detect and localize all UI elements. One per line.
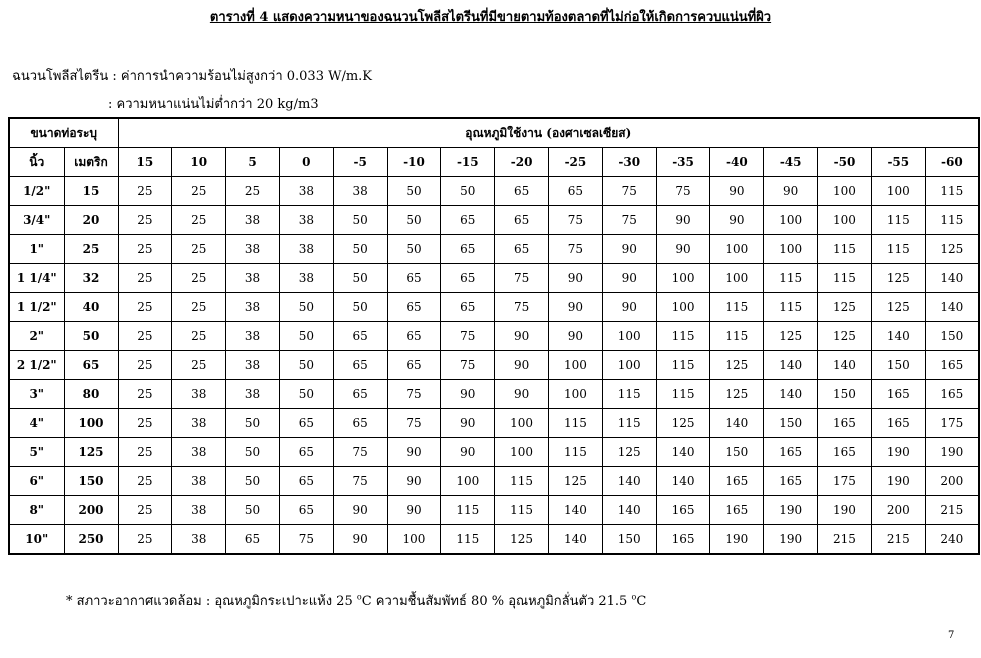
thickness-cell: 50: [441, 177, 495, 206]
thickness-cell: 90: [495, 322, 549, 351]
temperature-column-header: -35: [656, 148, 710, 177]
thickness-cell: 38: [172, 438, 226, 467]
metric-header: เมตริก: [64, 148, 118, 177]
thickness-cell: 65: [441, 206, 495, 235]
insulation-thickness-table: [8, 117, 980, 555]
thickness-cell: 90: [387, 496, 441, 525]
pipe-size-metric: 125: [64, 438, 118, 467]
pipe-size-inch: 5": [9, 438, 64, 467]
thickness-cell: 75: [656, 177, 710, 206]
thickness-cell: 50: [387, 235, 441, 264]
temperature-column-header: 5: [226, 148, 280, 177]
thickness-cell: 125: [871, 264, 925, 293]
thickness-cell: 125: [871, 293, 925, 322]
thickness-cell: 38: [226, 380, 280, 409]
thickness-cell: 115: [549, 438, 603, 467]
page-title: ตารางที่ 4 แสดงความหนาของฉนวนโพลีสไตรีนที่มีขายตามท้องตลาดที่ไม่ก่อให้เกิดการควบแน่นที่ผิว: [209, 10, 772, 25]
thickness-cell: 125: [764, 322, 818, 351]
thickness-cell: 165: [764, 467, 818, 496]
thickness-cell: 90: [441, 409, 495, 438]
note-middle: C ความชื้นสัมพัทธ์ 80 % อุณหภูมิกลั่นตัว 21.5: [361, 594, 628, 609]
thickness-cell: 75: [333, 467, 387, 496]
thickness-cell: 100: [710, 235, 764, 264]
thickness-cell: 165: [925, 380, 979, 409]
thickness-cell: 115: [818, 235, 872, 264]
pipe-size-header: ขนาดท่อระบุ: [9, 118, 118, 148]
pipe-size-inch: 1/2": [9, 177, 64, 206]
thickness-cell: 140: [925, 293, 979, 322]
thickness-cell: 50: [279, 322, 333, 351]
thickness-cell: 25: [172, 177, 226, 206]
thickness-cell: 75: [333, 438, 387, 467]
thickness-cell: 125: [818, 322, 872, 351]
thickness-cell: 65: [333, 322, 387, 351]
thickness-cell: 165: [871, 409, 925, 438]
thickness-cell: 125: [710, 351, 764, 380]
thickness-cell: 100: [549, 351, 603, 380]
temperature-column-header: -55: [871, 148, 925, 177]
thickness-cell: 38: [226, 264, 280, 293]
thickness-cell: 150: [818, 380, 872, 409]
table-row: [9, 380, 979, 409]
thickness-cell: 140: [602, 496, 656, 525]
note-prefix: * สภาวะอากาศแวดล้อม : อุณหภูมิกระเปาะแห้ง 25: [66, 594, 353, 609]
thickness-cell: 75: [549, 206, 603, 235]
thickness-cell: 25: [118, 438, 172, 467]
thickness-cell: 125: [495, 525, 549, 555]
thickness-cell: 100: [871, 177, 925, 206]
thickness-cell: 38: [226, 322, 280, 351]
thickness-cell: 90: [387, 438, 441, 467]
thickness-cell: 125: [818, 293, 872, 322]
thickness-cell: 75: [495, 293, 549, 322]
insulation-conductivity-spec: ฉนวนโพลีสไตรีน : ค่าการนำความร้อนไม่สูงกว่า 0.033 W/m.K: [12, 69, 373, 84]
pipe-size-inch: 2 1/2": [9, 351, 64, 380]
thickness-cell: 90: [602, 264, 656, 293]
thickness-cell: 25: [118, 525, 172, 555]
temperature-column-header: -15: [441, 148, 495, 177]
thickness-cell: 215: [871, 525, 925, 555]
thickness-cell: 25: [172, 293, 226, 322]
thickness-cell: 90: [602, 235, 656, 264]
thickness-cell: 100: [764, 235, 818, 264]
pipe-size-metric: 32: [64, 264, 118, 293]
thickness-cell: 190: [818, 496, 872, 525]
thickness-cell: 115: [549, 409, 603, 438]
thickness-cell: 50: [226, 438, 280, 467]
temperature-column-header: -30: [602, 148, 656, 177]
thickness-cell: 50: [387, 206, 441, 235]
thickness-cell: 140: [549, 496, 603, 525]
thickness-cell: 65: [387, 293, 441, 322]
thickness-cell: 100: [818, 206, 872, 235]
thickness-cell: 50: [279, 380, 333, 409]
thickness-cell: 115: [441, 525, 495, 555]
thickness-cell: 50: [226, 496, 280, 525]
thickness-cell: 38: [279, 206, 333, 235]
pipe-size-inch: 10": [9, 525, 64, 555]
thickness-cell: 50: [279, 293, 333, 322]
pipe-size-inch: 3/4": [9, 206, 64, 235]
thickness-cell: 65: [387, 351, 441, 380]
pipe-size-metric: 50: [64, 322, 118, 351]
thickness-cell: 90: [333, 525, 387, 555]
thickness-cell: 38: [279, 235, 333, 264]
thickness-cell: 100: [602, 322, 656, 351]
pipe-size-inch: 4": [9, 409, 64, 438]
thickness-cell: 65: [495, 206, 549, 235]
thickness-cell: 65: [279, 409, 333, 438]
thickness-cell: 65: [279, 438, 333, 467]
thickness-cell: 90: [333, 496, 387, 525]
thickness-cell: 38: [226, 235, 280, 264]
thickness-cell: 90: [602, 293, 656, 322]
thickness-cell: 115: [925, 177, 979, 206]
thickness-cell: 190: [925, 438, 979, 467]
thickness-cell: 50: [226, 467, 280, 496]
thickness-cell: 25: [118, 351, 172, 380]
table-row: [9, 177, 979, 206]
table-row: [9, 264, 979, 293]
thickness-cell: 115: [495, 467, 549, 496]
thickness-cell: 125: [710, 380, 764, 409]
thickness-cell: 240: [925, 525, 979, 555]
thickness-cell: 65: [333, 409, 387, 438]
table-row: [9, 322, 979, 351]
degree-mark: o: [356, 592, 362, 602]
table-row: [9, 409, 979, 438]
thickness-cell: 115: [656, 351, 710, 380]
thickness-cell: 50: [279, 351, 333, 380]
thickness-cell: 115: [925, 206, 979, 235]
thickness-cell: 25: [172, 264, 226, 293]
thickness-cell: 75: [387, 409, 441, 438]
thickness-cell: 65: [441, 293, 495, 322]
thickness-cell: 38: [172, 467, 226, 496]
thickness-cell: 65: [333, 380, 387, 409]
thickness-cell: 190: [871, 438, 925, 467]
table-row: [9, 293, 979, 322]
thickness-cell: 175: [818, 467, 872, 496]
thickness-cell: 115: [441, 496, 495, 525]
thickness-cell: 115: [710, 322, 764, 351]
thickness-cell: 165: [710, 496, 764, 525]
thickness-cell: 38: [172, 496, 226, 525]
thickness-cell: 75: [279, 525, 333, 555]
thickness-cell: 150: [925, 322, 979, 351]
table-row: [9, 351, 979, 380]
pipe-size-inch: 1 1/4": [9, 264, 64, 293]
thickness-cell: 65: [387, 322, 441, 351]
thickness-cell: 65: [549, 177, 603, 206]
thickness-cell: 100: [656, 264, 710, 293]
table-header-row: [9, 118, 979, 148]
thickness-cell: 90: [441, 380, 495, 409]
thickness-cell: 150: [602, 525, 656, 555]
thickness-cell: 190: [710, 525, 764, 555]
pipe-size-inch: 8": [9, 496, 64, 525]
thickness-cell: 75: [549, 235, 603, 264]
thickness-cell: 38: [279, 177, 333, 206]
pipe-size-metric: 25: [64, 235, 118, 264]
thickness-cell: 140: [764, 351, 818, 380]
thickness-cell: 190: [871, 467, 925, 496]
thickness-cell: 65: [333, 351, 387, 380]
thickness-cell: 215: [925, 496, 979, 525]
pipe-size-inch: 6": [9, 467, 64, 496]
thickness-cell: 100: [441, 467, 495, 496]
thickness-cell: 140: [925, 264, 979, 293]
pipe-size-metric: 20: [64, 206, 118, 235]
thickness-cell: 140: [549, 525, 603, 555]
thickness-cell: 90: [549, 322, 603, 351]
thickness-cell: 200: [871, 496, 925, 525]
thickness-cell: 90: [764, 177, 818, 206]
thickness-cell: 75: [387, 380, 441, 409]
pipe-size-metric: 200: [64, 496, 118, 525]
thickness-cell: 25: [118, 206, 172, 235]
temperature-column-header: -5: [333, 148, 387, 177]
thickness-cell: 115: [871, 235, 925, 264]
degree-mark: o: [631, 592, 637, 602]
temperature-column-header: -50: [818, 148, 872, 177]
table-row: [9, 206, 979, 235]
thickness-cell: 90: [387, 467, 441, 496]
thickness-cell: 25: [172, 235, 226, 264]
thickness-cell: 75: [441, 322, 495, 351]
thickness-cell: 90: [710, 206, 764, 235]
thickness-cell: 65: [495, 235, 549, 264]
thickness-cell: 50: [226, 409, 280, 438]
thickness-cell: 38: [279, 264, 333, 293]
thickness-cell: 100: [602, 351, 656, 380]
thickness-cell: 115: [871, 206, 925, 235]
temperature-column-header: -60: [925, 148, 979, 177]
ambient-conditions-note: [66, 590, 646, 611]
thickness-cell: 165: [710, 467, 764, 496]
page-number: 7: [948, 630, 955, 641]
temperature-header: อุณหภูมิใช้งาน (องศาเซลเซียส): [118, 118, 979, 148]
pipe-size-metric: 80: [64, 380, 118, 409]
thickness-cell: 38: [172, 525, 226, 555]
thickness-cell: 165: [764, 438, 818, 467]
thickness-cell: 65: [279, 496, 333, 525]
thickness-cell: 100: [549, 380, 603, 409]
thickness-cell: 100: [495, 409, 549, 438]
thickness-cell: 140: [871, 322, 925, 351]
thickness-cell: 75: [495, 264, 549, 293]
note-suffix: C: [636, 594, 647, 609]
temperature-row: [9, 148, 979, 177]
thickness-cell: 90: [549, 293, 603, 322]
thickness-cell: 140: [818, 351, 872, 380]
thickness-cell: 175: [925, 409, 979, 438]
temperature-column-header: 0: [279, 148, 333, 177]
thickness-cell: 25: [118, 264, 172, 293]
thickness-cell: 165: [656, 525, 710, 555]
thickness-cell: 50: [387, 177, 441, 206]
pipe-size-metric: 15: [64, 177, 118, 206]
thickness-cell: 75: [602, 177, 656, 206]
table-body: [9, 177, 979, 555]
pipe-size-metric: 100: [64, 409, 118, 438]
temperature-column-header: -25: [549, 148, 603, 177]
thickness-cell: 25: [226, 177, 280, 206]
thickness-cell: 38: [226, 293, 280, 322]
thickness-cell: 25: [118, 293, 172, 322]
pipe-size-metric: 250: [64, 525, 118, 555]
thickness-cell: 25: [172, 351, 226, 380]
thickness-cell: 90: [441, 438, 495, 467]
thickness-cell: 115: [656, 322, 710, 351]
thickness-cell: 165: [925, 351, 979, 380]
table-row: [9, 467, 979, 496]
temperature-column-header: -20: [495, 148, 549, 177]
pipe-size-metric: 150: [64, 467, 118, 496]
temperature-column-header: -40: [710, 148, 764, 177]
thickness-cell: 200: [925, 467, 979, 496]
thickness-cell: 65: [441, 264, 495, 293]
thickness-cell: 65: [441, 235, 495, 264]
thickness-cell: 115: [656, 380, 710, 409]
thickness-cell: 115: [764, 264, 818, 293]
thickness-cell: 90: [656, 206, 710, 235]
thickness-cell: 50: [333, 206, 387, 235]
thickness-cell: 115: [818, 264, 872, 293]
pipe-size-inch: 1": [9, 235, 64, 264]
thickness-cell: 65: [226, 525, 280, 555]
thickness-cell: 90: [656, 235, 710, 264]
thickness-cell: 140: [602, 467, 656, 496]
thickness-cell: 25: [118, 467, 172, 496]
thickness-cell: 165: [818, 438, 872, 467]
thickness-cell: 100: [764, 206, 818, 235]
insulation-density-spec: : ความหนาแน่นไม่ต่ำกว่า 20 kg/m3: [108, 97, 319, 112]
thickness-cell: 190: [764, 496, 818, 525]
temperature-column-header: 10: [172, 148, 226, 177]
thickness-cell: 25: [118, 496, 172, 525]
thickness-cell: 100: [818, 177, 872, 206]
thickness-cell: 215: [818, 525, 872, 555]
thickness-cell: 38: [226, 351, 280, 380]
thickness-cell: 25: [118, 322, 172, 351]
thickness-cell: 100: [387, 525, 441, 555]
table-row: [9, 525, 979, 555]
thickness-cell: 140: [764, 380, 818, 409]
pipe-size-inch: 2": [9, 322, 64, 351]
temperature-column-header: -45: [764, 148, 818, 177]
thickness-cell: 25: [172, 322, 226, 351]
temperature-column-header: 15: [118, 148, 172, 177]
thickness-cell: 150: [710, 438, 764, 467]
thickness-cell: 75: [602, 206, 656, 235]
thickness-cell: 65: [279, 467, 333, 496]
thickness-cell: 38: [333, 177, 387, 206]
thickness-cell: 38: [226, 206, 280, 235]
thickness-cell: 38: [172, 380, 226, 409]
thickness-cell: 90: [710, 177, 764, 206]
thickness-cell: 25: [118, 409, 172, 438]
thickness-cell: 125: [925, 235, 979, 264]
thickness-cell: 115: [495, 496, 549, 525]
thickness-cell: 165: [818, 409, 872, 438]
thickness-cell: 115: [710, 293, 764, 322]
thickness-cell: 25: [118, 177, 172, 206]
pipe-size-inch: 3": [9, 380, 64, 409]
thickness-cell: 50: [333, 264, 387, 293]
thickness-cell: 50: [333, 293, 387, 322]
thickness-cell: 115: [602, 409, 656, 438]
thickness-cell: 150: [764, 409, 818, 438]
thickness-cell: 25: [118, 380, 172, 409]
pipe-size-metric: 65: [64, 351, 118, 380]
table-row: [9, 496, 979, 525]
thickness-cell: 165: [871, 380, 925, 409]
thickness-cell: 65: [495, 177, 549, 206]
thickness-cell: 75: [441, 351, 495, 380]
thickness-cell: 100: [495, 438, 549, 467]
thickness-cell: 38: [172, 409, 226, 438]
thickness-cell: 90: [549, 264, 603, 293]
thickness-cell: 115: [602, 380, 656, 409]
thickness-cell: 100: [710, 264, 764, 293]
thickness-cell: 90: [495, 351, 549, 380]
thickness-cell: 125: [602, 438, 656, 467]
thickness-cell: 140: [656, 467, 710, 496]
thickness-cell: 90: [495, 380, 549, 409]
thickness-cell: 140: [710, 409, 764, 438]
thickness-cell: 100: [656, 293, 710, 322]
thickness-cell: 115: [764, 293, 818, 322]
inch-header: นิ้ว: [9, 148, 64, 177]
thickness-cell: 50: [333, 235, 387, 264]
temperature-column-header: -10: [387, 148, 441, 177]
thickness-cell: 165: [656, 496, 710, 525]
table-row: [9, 235, 979, 264]
table-row: [9, 438, 979, 467]
thickness-cell: 125: [549, 467, 603, 496]
thickness-cell: 65: [387, 264, 441, 293]
pipe-size-inch: 1 1/2": [9, 293, 64, 322]
thickness-cell: 150: [871, 351, 925, 380]
pipe-size-metric: 40: [64, 293, 118, 322]
thickness-cell: 190: [764, 525, 818, 555]
thickness-cell: 25: [118, 235, 172, 264]
thickness-cell: 140: [656, 438, 710, 467]
thickness-cell: 25: [172, 206, 226, 235]
thickness-cell: 125: [656, 409, 710, 438]
